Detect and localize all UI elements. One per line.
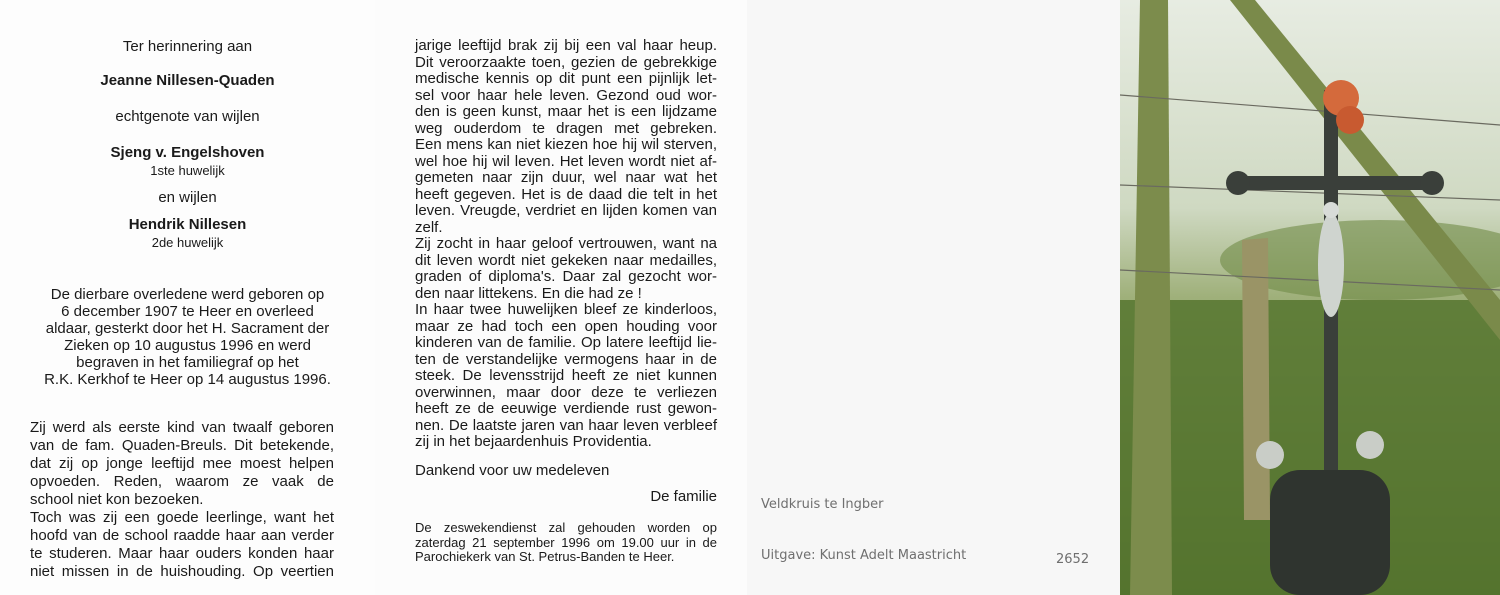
fence-post [1242,238,1270,520]
photo-caption: Veldkruis te Ingber [761,497,884,512]
story-line: weg ouderdom te dragen met gebreken. [415,119,717,137]
story-line: Dit veroorzaakte toen, gezien de gebrekkige [415,53,717,71]
angel-figure [1256,441,1284,469]
cross-finial [1226,171,1250,195]
bio-line: Zij werd als eerste kind van twaalf geboren [30,419,334,436]
spouse1-note: 1ste huwelijk [150,163,225,178]
story-line: kinderen van de familie. Op latere leeftijd lie- [415,334,717,351]
spouse1-name: Sjeng v. Engelshoven [110,144,265,161]
cross-beam [1230,176,1440,190]
middle-text-panel [375,0,747,595]
death-notice-line: Zieken op 10 augustus 1996 en werd [64,337,311,354]
wayside-cross-illustration [1120,0,1500,595]
card-number: 2652 [1056,552,1090,567]
thanks-line: Dankend voor uw medeleven [415,462,610,479]
story-line: nen. De laatste jaren van haar leven verbleef [415,416,717,434]
story-line: den naar littekens. En die had ze ! [415,284,642,302]
crucifix-photo [1120,0,1500,595]
intro-line: Ter herinnering aan [122,38,253,55]
and-late-line: en wijlen [158,189,217,206]
spouse2-name: Hendrik Nillesen [128,216,247,233]
story-line: wel hoe hij wil leven. Het leven wordt niet af- [415,152,717,170]
biography [30,419,334,581]
notice-line: De zeswekendienst zal gehouden worden op [415,520,717,535]
bio-line: te studeren. Maar haar ouders konden haar [30,545,334,562]
cross-pedestal [1270,470,1390,595]
bio-line: school niet kon bezoeken. [30,491,204,508]
bio-line: Toch was zij een goede leerlinge, want het [30,509,334,526]
death-notice-line: aldaar, gesterkt door het H. Sacrament der [45,320,330,337]
notice-line: Parochiekerk van St. Petrus-Banden te Heer. [415,549,675,564]
publisher-line: Uitgave: Kunst Adelt Maastricht [761,548,967,563]
death-notice [0,286,375,388]
death-notice-line: begraven in het familiegraf op het [76,354,299,371]
story-line: dit leven wordt niet gekeken naar medailles, [415,251,717,269]
story-line: Een mens kan niet kiezen hoe hij wil sterven, [415,136,717,153]
family-signoff: De familie [650,488,717,505]
memorial-service-notice [415,521,717,565]
story-line: sel voor haar hele leven. Gezond oud wor- [415,86,717,104]
bio-line: van de fam. Quaden-Breuls. Dit betekende, [30,437,334,454]
story-line: zij in het bejaardenhuis Providentia. [415,433,652,450]
story-line: leven. Vreugde, verdriet en lijden komen van [415,202,717,219]
story-line: overwinnen, maar door deze te verliezen [415,383,717,401]
cross-finial [1420,171,1444,195]
corpus-figure [1318,213,1344,317]
bio-line: dat zij op jonge leeftijd mee moest helpen [30,455,334,472]
bio-line: opvoeden. Reden, waarom ze vaak de [30,473,334,490]
story-line: gemeten naar zijn duur, wel naar wat het [415,169,717,186]
story-line: ten de verstandelijke vermogens haar in de [415,350,717,368]
deceased-name: Jeanne Nillesen-Quaden [100,72,275,89]
story-line: Zij zocht in haar geloof vertrouwen, want na [415,235,717,252]
bio-line: niet missen in de huishouding. Op veertien [30,563,334,580]
flowers [1336,106,1364,134]
bio-line: hoofd van de school raadde haar aan verder [30,527,334,544]
story-line: graden of diploma's. Daar zal gezocht wor- [415,268,717,285]
death-notice-line: R.K. Kerkhof te Heer op 14 augustus 1996. [44,371,331,388]
story-line: maar ze had toch een open houding voor [415,317,717,335]
left-text-panel [0,0,375,595]
story-line: den is geen kunst, maar het is een lijdzame [415,103,717,120]
notice-line: zaterdag 21 september 1996 om 19.00 uur in de [415,534,717,550]
spouse2-note: 2de huwelijk [151,235,224,250]
story-line: zelf. [415,218,443,236]
death-notice-line: 6 december 1907 te Heer en overleed [61,303,314,320]
card-info-panel [747,0,1120,595]
story-line: heeft ze de eeuwige verdiende rust gewon- [415,400,717,417]
story-line: medische kennis op dit punt een pijnlijk let- [415,70,717,87]
story-line: steek. De levensstrijd heeft ze niet kunnen [415,367,717,384]
story-text [415,38,717,451]
corpus-head [1323,202,1339,218]
spouse-intro: echtgenote van wijlen [115,108,260,125]
story-line: heeft gegeven. Het is de daad die telt in het [415,185,717,203]
angel-figure [1356,431,1384,459]
death-notice-line: De dierbare overledene werd geboren op [50,286,325,303]
story-line: In haar twee huwelijken bleef ze kinderloos, [415,301,717,318]
story-line: jarige leeftijd brak zij bij een val haar heup. [415,37,717,54]
